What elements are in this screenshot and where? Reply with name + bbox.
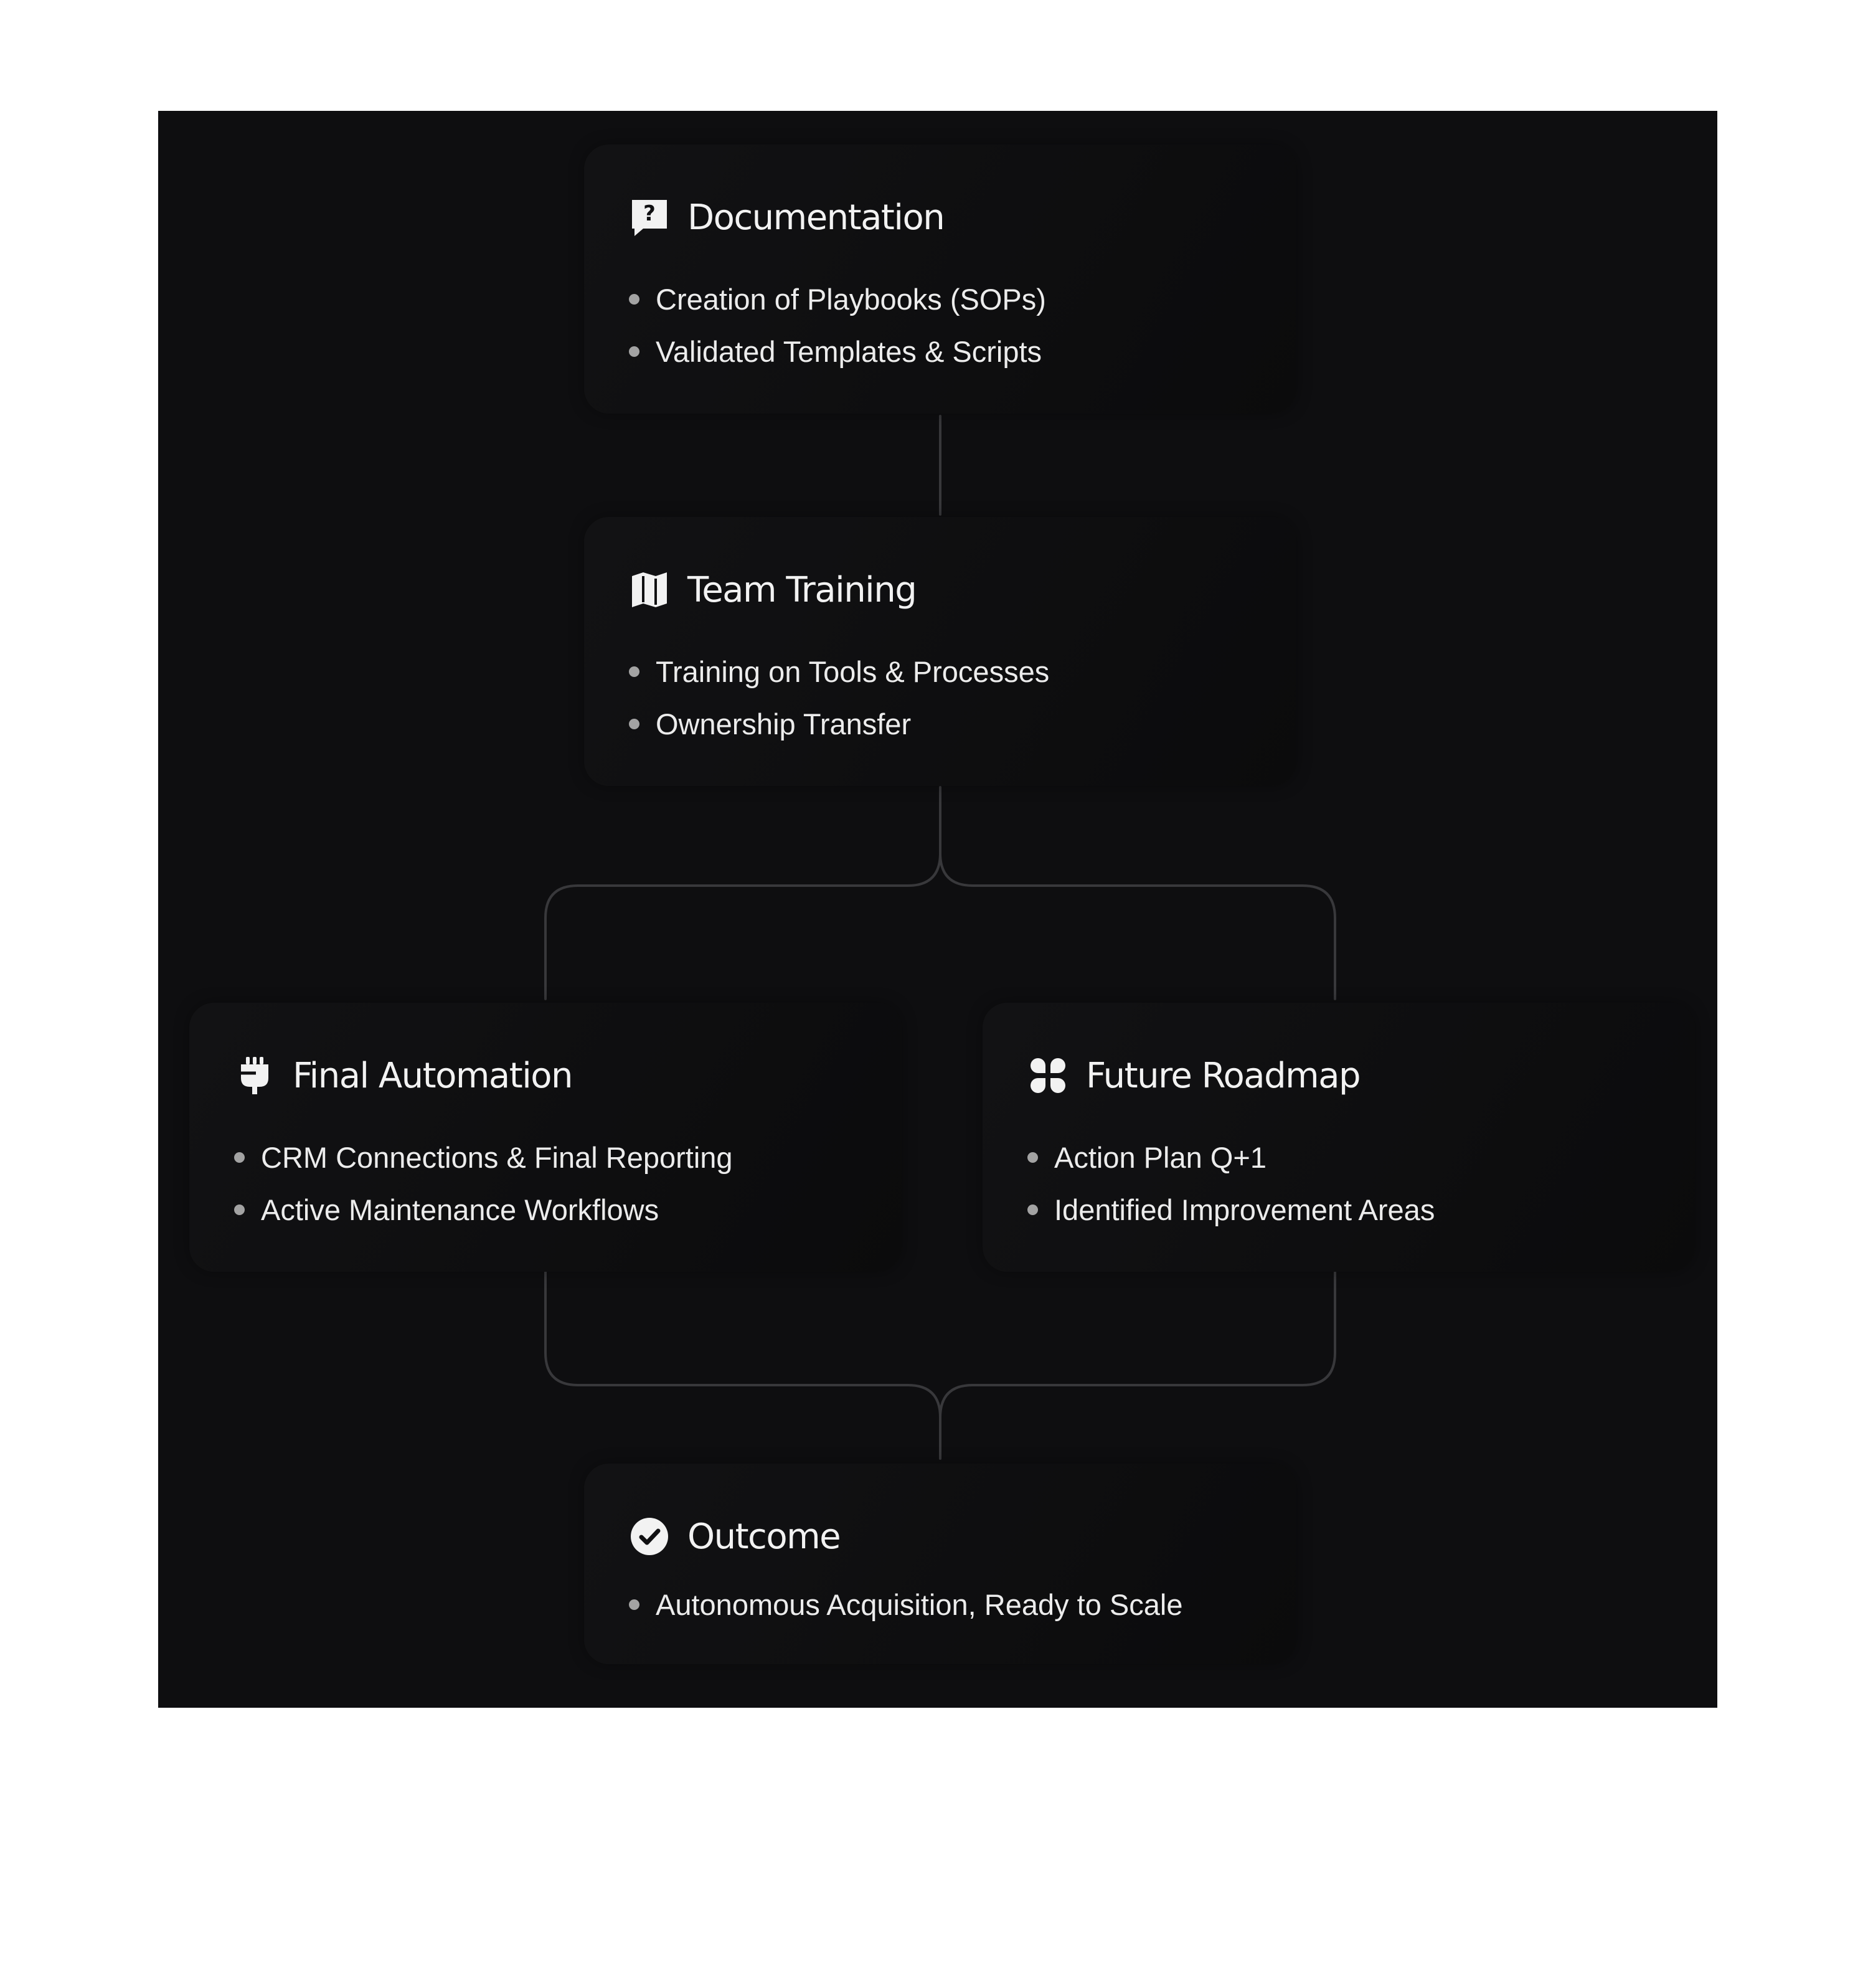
bullet-list <box>629 1578 1183 1631</box>
bullet-list <box>234 1131 733 1236</box>
list-item-text: Identified Improvement Areas <box>1054 1193 1435 1226</box>
list-item <box>629 325 1046 377</box>
list-item <box>1027 1183 1435 1236</box>
card-documentation <box>584 144 1296 414</box>
list-item <box>234 1183 733 1236</box>
list-item <box>629 645 1049 698</box>
plug-icon <box>234 1055 275 1096</box>
list-item-text: Autonomous Acquisition, Ready to Scale <box>656 1588 1183 1621</box>
bullet-dot <box>629 346 639 357</box>
bullet-list <box>629 645 1049 750</box>
map-icon <box>629 569 670 610</box>
card-outcome <box>584 1464 1296 1664</box>
list-item-text: Creation of Playbooks (SOPs) <box>656 282 1046 316</box>
bullet-dot <box>629 1599 639 1610</box>
list-item-text: Training on Tools & Processes <box>656 655 1050 688</box>
bullet-dot <box>1027 1152 1038 1163</box>
bullet-dot <box>629 666 639 677</box>
bullet-dot <box>629 719 639 729</box>
svg-text:?: ? <box>643 201 656 226</box>
card-header <box>629 197 944 238</box>
list-item <box>629 698 1049 750</box>
list-item-text: CRM Connections & Final Reporting <box>261 1140 733 1174</box>
list-item-text: Active Maintenance Workflows <box>261 1193 659 1226</box>
four-petal-icon <box>1027 1055 1068 1096</box>
card-header <box>629 569 916 610</box>
bullet-list <box>1027 1131 1435 1236</box>
card-final-automation <box>189 1003 902 1272</box>
card-title: Team Training <box>687 569 917 610</box>
bullet-dot <box>629 294 639 305</box>
bullet-dot <box>234 1205 245 1215</box>
list-item <box>629 273 1046 325</box>
card-title: Final Automation <box>293 1055 573 1096</box>
list-item-text: Validated Templates & Scripts <box>656 334 1042 368</box>
bullet-dot <box>1027 1205 1038 1215</box>
card-header <box>629 1516 840 1557</box>
list-item-text: Ownership Transfer <box>656 707 912 741</box>
bullet-dot <box>234 1152 245 1163</box>
card-header <box>234 1055 572 1096</box>
bullet-list <box>629 273 1046 377</box>
list-item-text: Action Plan Q+1 <box>1054 1140 1267 1174</box>
list-item <box>234 1131 733 1183</box>
help-message-icon <box>629 197 670 238</box>
card-future-roadmap <box>983 1003 1695 1272</box>
card-team-training <box>584 517 1296 786</box>
card-header <box>1027 1055 1360 1096</box>
card-title: Future Roadmap <box>1086 1055 1361 1096</box>
card-title: Outcome <box>687 1516 841 1557</box>
check-circle-icon <box>629 1516 670 1557</box>
list-item <box>1027 1131 1435 1183</box>
card-title: Documentation <box>687 197 945 238</box>
list-item <box>629 1578 1183 1631</box>
